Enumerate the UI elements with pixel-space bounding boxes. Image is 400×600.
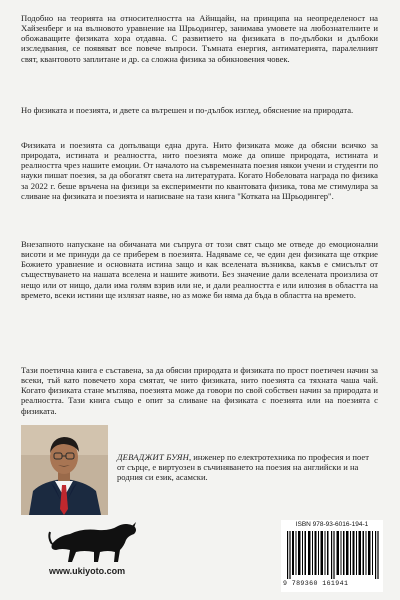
author-bio-text: , инженер по електротехника по професия и поет от сърце, е виртуозен в съчиняването на поезия на английски и на родния си език, асамски. <box>117 452 369 483</box>
description-paragraph-1: Подобно на теорията на относителността на Айнщайн, на принципа на неопределеност на Хайзенберг и на вълновото уравнение на Шрьодингер, занимава умовете на любознателните и обожаващите физиката хора отдавна. С развитието на физиката в по-дълбоки и дълбоки изследвания, се появяват все повече въпроси. Тъмната енергия, антиматерията, паралелният свят, квантовото заплитане и др. са сложна физика за обикновения човек. <box>21 13 378 64</box>
author-name: ДЕВАДЖИТ БУЯН <box>117 452 189 462</box>
description-paragraph-4: Внезапното напускане на обичаната ми съпруга от този свят също ме отведе до емоционални висоти и ме принуди да се приберем в поезията. Надяваме се, че един ден физиката ще открие Божието уравнение и основната истина защо и как вселената възниква, какъв е смисълът от съществуването на нашата вселена и нашите животи. Без значение дали вселената произлиза от нещо или от нищо, дали има голям взрив или не, и дали реалността е или илюзия в областта на времето, всеки истини ще излязат наяве, но аз може би няма да бъда в областта на времето. <box>21 239 378 300</box>
description-paragraph-5: Тази поетична книга е съставена, за да обясни природата и физиката по прост поетичен начин за всеки, тъй като повечето хора смятат, че нито физиката, нито поезията са тяхната чаша чай. Когато физиката стане мъглява, поезията може да говори по свой собствен начин за природата и реалността. Тази книга също е опит за сливане на физиката с поезията или на поезията с физиката. <box>21 365 378 416</box>
barcode-digits: 9 789360 161941 <box>283 580 349 587</box>
author-portrait-illustration <box>21 425 108 515</box>
publisher-tiger-logo-icon <box>48 514 140 564</box>
author-bio <box>117 452 379 482</box>
description-paragraph-3: Физиката и поезията са допълващи една друга. Нито физиката може да обясни всичко за природата, истината и реалността, нито поезията може да опише природата, истината и реалността чрез нашите емоции. От началото на съвременната поезия някои учени и студенти по науки пишат поезия, за да обогатят света на литературата. Когато Нобеловата награда по физика за 2022 г. беше връчена на физици за експерименти по квантовата физика, това ме стимулира за сливане на физиката и поезията и написване на тази книга "Котката на Шрьодингер". <box>21 140 378 201</box>
publisher-website: www.ukiyoto.com <box>49 566 126 576</box>
description-paragraph-2: Но физиката и поезията, и двете са вътрешен и по-дълбок изглед, обяснение на природата. <box>21 105 354 115</box>
barcode-bars <box>287 531 379 579</box>
isbn-number: ISBN 978-93-6016-194-1 <box>295 521 369 528</box>
isbn-barcode <box>281 520 383 592</box>
author-photo <box>21 425 108 515</box>
